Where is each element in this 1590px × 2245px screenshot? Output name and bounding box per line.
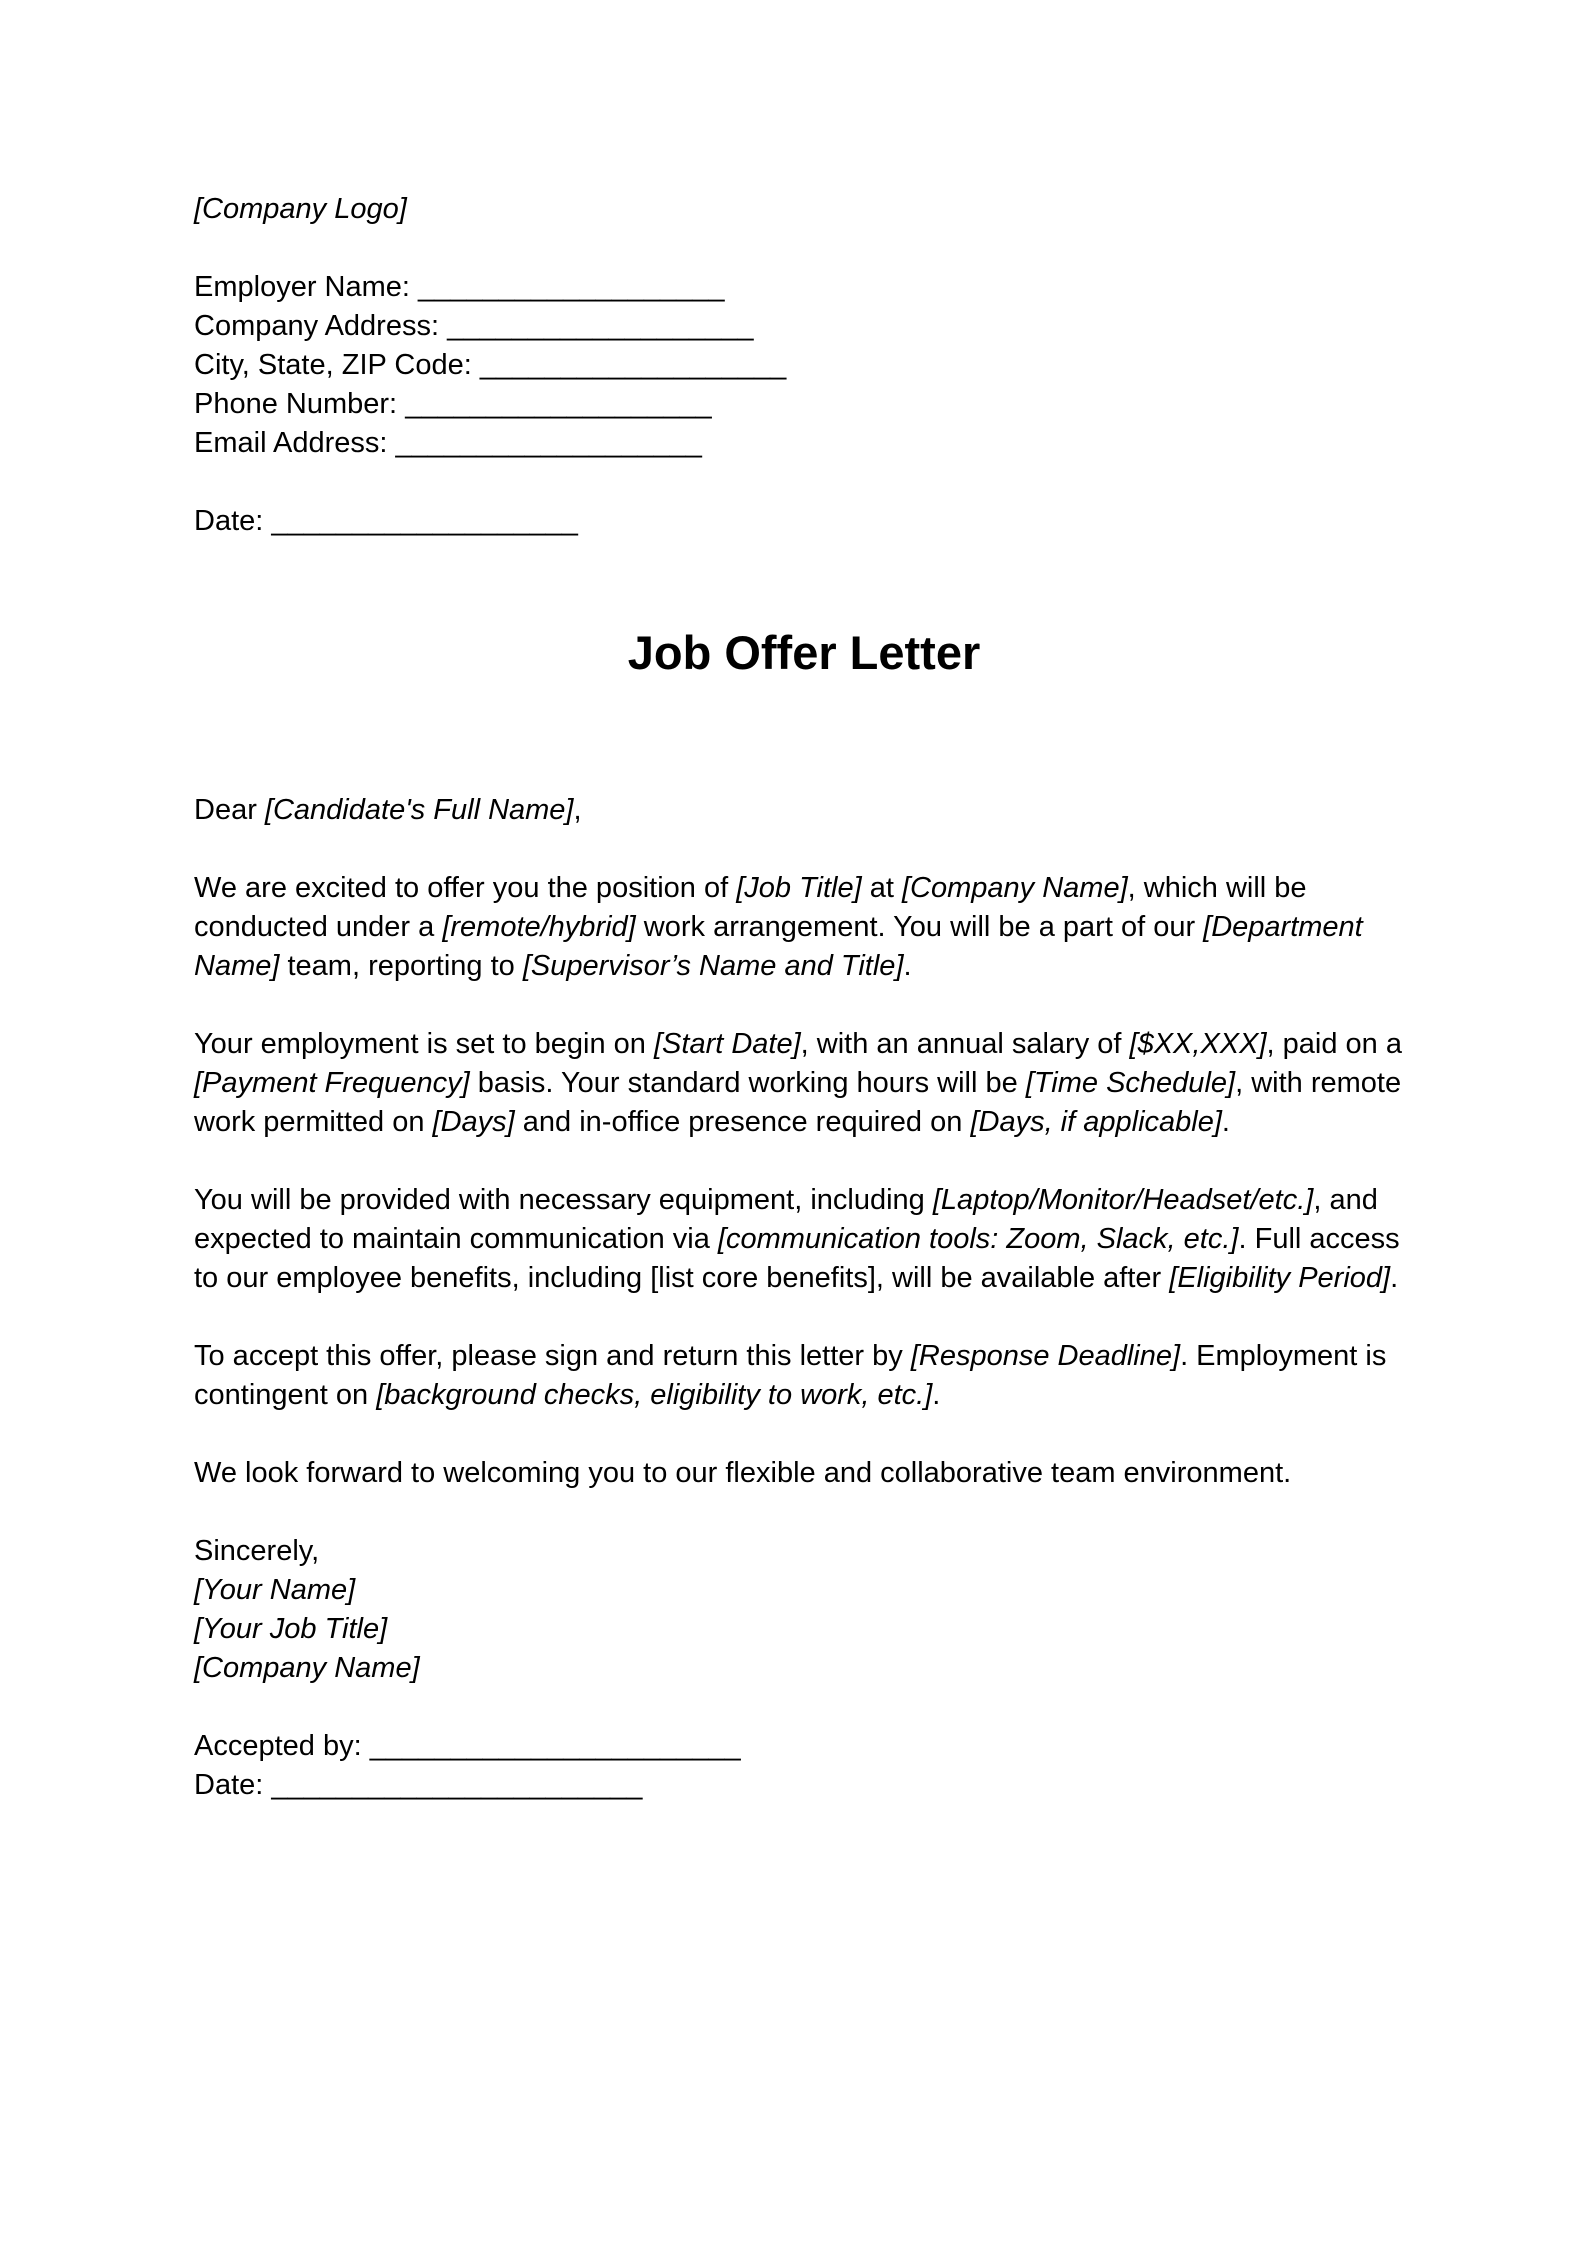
signer-job-title: [Your Job Title] — [194, 1613, 388, 1645]
acceptance-block — [194, 1727, 1424, 1805]
salutation: Dear [Candidate's Full Name], — [194, 794, 582, 826]
page-title: Job Offer Letter — [627, 626, 981, 679]
email-address-field: Email Address: ___________________ — [194, 427, 702, 459]
employer-info-block — [194, 268, 1424, 463]
company-address-field: Company Address: ___________________ — [194, 310, 754, 342]
sign-off: Sincerely, — [194, 1535, 320, 1567]
accepted-by-field: Accepted by: _______________________ — [194, 1730, 741, 1762]
paragraph-position: We are excited to offer you the position of [Job Title] at [Company Name], which will be conducted under a [remote/hybrid] work arrangement. You will be a part of our [Department Name] team, reporting to [Supervisor’s Name and Title]. — [194, 872, 1363, 982]
city-state-zip-field: City, State, ZIP Code: ___________________ — [194, 349, 787, 381]
paragraph-equipment-benefits: You will be provided with necessary equipment, including [Laptop/Monitor/Headset/etc.], and expected to maintain communication via [communication tools: Zoom, Slack, etc.]. Full access to our employee benefits, including [list core benefits], will be available after [Eligibility Period]. — [194, 1184, 1400, 1294]
paragraph-acceptance-terms: To accept this offer, please sign and return this letter by [Response Deadline]. Employment is contingent on [background checks, eligibility to work, etc.]. — [194, 1340, 1387, 1411]
phone-number-field: Phone Number: ___________________ — [194, 388, 712, 420]
paragraph-compensation: Your employment is set to begin on [Start Date], with an annual salary of [$XX,XXX], paid on a [Payment Frequency] basis. Your standard working hours will be [Time Schedule], with remote work permitted on [Days] and in-office presence required on [Days, if applicable]. — [194, 1028, 1402, 1138]
paragraph-closing-remark: We look forward to welcoming you to our flexible and collaborative team environment. — [194, 1457, 1292, 1489]
acceptance-date-field: Date: _______________________ — [194, 1769, 643, 1801]
signer-company: [Company Name] — [194, 1652, 420, 1684]
company-logo-placeholder: [Company Logo] — [194, 193, 407, 225]
header-date-field: Date: ___________________ — [194, 505, 578, 537]
signer-name: [Your Name] — [194, 1574, 356, 1606]
signature-block — [194, 1532, 1424, 1688]
employer-name-field: Employer Name: ___________________ — [194, 271, 725, 303]
letter-body — [194, 190, 1424, 1805]
